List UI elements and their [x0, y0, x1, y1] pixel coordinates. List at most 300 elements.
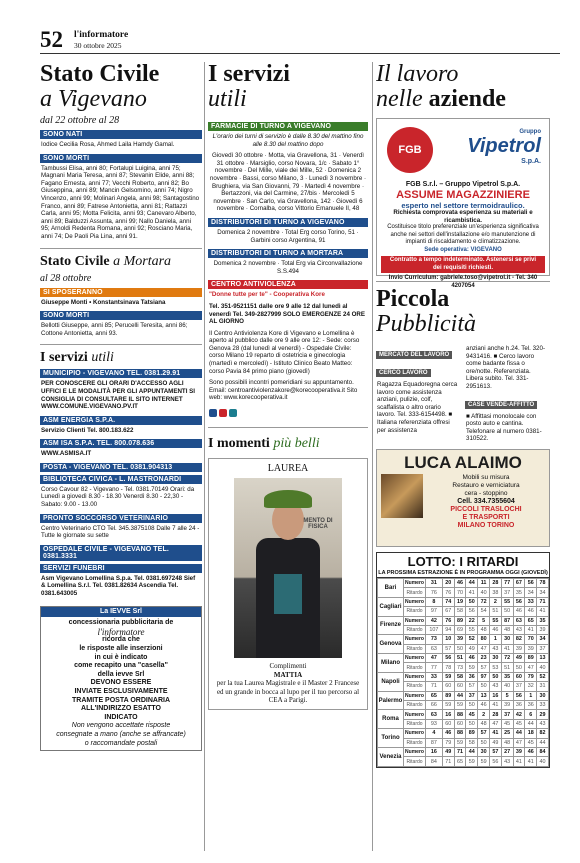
lotto-delay-cell: 50 [513, 663, 525, 672]
lotto-number-cell: 89 [454, 616, 466, 625]
lotto-number-cell: 30 [489, 654, 501, 663]
lotto-row-ritardo [378, 625, 549, 634]
divider [40, 248, 202, 249]
lotto-number-cell: 57 [478, 729, 490, 738]
bar-centro-antiviolenza: CENTRO ANTIVIOLENZA [208, 280, 368, 289]
lotto-label: Numero [405, 636, 424, 643]
lotto-row-ritardo [378, 644, 549, 653]
bar-biblioteca: BIBLIOTECA CIVICA - L. MASTRONARDI [40, 475, 202, 484]
luca-line: MILANO TORINO [457, 521, 515, 529]
lotto-row-ritardo [378, 738, 549, 747]
bar-funebri: SERVIZI FUNEBRI [40, 564, 202, 573]
lotto-delay-cell: 76 [426, 588, 443, 597]
classifieds-col-b [465, 343, 550, 445]
page-header [40, 27, 560, 54]
lotto-delay-cell: 97 [426, 607, 443, 616]
lotto-delay-cell: 57 [442, 644, 454, 653]
lotto-number-cell: 55 [501, 597, 513, 606]
lotto-number-cell: 30 [537, 691, 549, 700]
lotto-delay-cell: 46 [525, 607, 537, 616]
lotto-city: Roma [378, 710, 404, 729]
luca-phone: Cell. 334.7355604 [457, 497, 515, 505]
lotto-delay-cell: 47 [513, 738, 525, 747]
lotto-delay-cell: 59 [442, 701, 454, 710]
section-title-servizi: I servizi utili [40, 350, 114, 366]
pronto-soccorso-text: Centro Veterinario CTO Tel. 345.3875108 Dalle 7 alle 24 - Tutte le giornate su sette [41, 524, 200, 540]
lotto-delay-cell: 41 [513, 757, 525, 766]
lotto-number-cell: 79 [525, 672, 537, 681]
lotto-number-cell: 11 [478, 578, 490, 587]
asm-text: Servizio Clienti Tel. 800.183.622 [41, 426, 134, 434]
lotto-number-cell: 50 [466, 597, 478, 606]
lotto-delay-cell: 56 [489, 757, 501, 766]
lotto-delay-cell: 70 [454, 588, 466, 597]
lotto-number-cell: 76 [442, 616, 454, 625]
column-servizi-utili [208, 62, 368, 853]
lotto-delay-cell: 39 [513, 644, 525, 653]
lotto-delay-cell: 47 [525, 663, 537, 672]
lotto-number-cell: 89 [442, 691, 454, 700]
lotto-delay-cell: 107 [426, 625, 443, 634]
lotto-delay-cell: 93 [426, 719, 443, 728]
distributori-mortara-text: Domenica 2 novembre · Total Erg via Circonvallazione S.S.494 [213, 260, 363, 275]
sposi-text: Giuseppe Monti • Konstantsinava Tatsiana [41, 298, 166, 306]
lotto-number-cell: 2 [489, 597, 501, 606]
lotto-number-cell: 36 [466, 672, 478, 681]
lotto-number-cell: 72 [501, 654, 513, 663]
lotto-label: Ritardo [404, 757, 426, 766]
lotto-delay-cell: 76 [442, 588, 454, 597]
lotto-delay-cell: 40 [537, 663, 549, 672]
lotto-delay-cell: 46 [513, 607, 525, 616]
lotto-delay-cell: 63 [426, 644, 443, 653]
lotto-delay-cell: 53 [489, 663, 501, 672]
lotto-subtitle: LA PROSSIMA ESTRAZIONE È IN PROGRAMMA OGGI (GIOVEDÌ) [378, 569, 548, 576]
tag-cerco: CERCO LAVORO [376, 369, 431, 377]
laurea-caption-1: Complimenti [269, 662, 307, 671]
lotto-row-ritardo [378, 719, 549, 728]
lotto-city: Genova [378, 635, 404, 654]
lotto-delay-cell: 60 [454, 719, 466, 728]
lotto-delay-cell: 57 [478, 663, 490, 672]
ad-headline: ASSUME MAGAZZINIERE [396, 188, 530, 201]
lotto-delay-cell: 48 [478, 625, 490, 634]
lotto-delay-cell: 34 [537, 588, 549, 597]
lotto-number-cell: 70 [525, 635, 537, 644]
lotto-delay-cell: 73 [454, 663, 466, 672]
lotto-delay-cell: 60 [454, 682, 466, 691]
farmacie-intro: L'orario dei turni di servizio è dalle 8.30 del mattino fino alle 8.30 del mattino dopo [212, 133, 364, 148]
lotto-number-cell: 84 [537, 747, 549, 756]
lotto-number-cell: 89 [525, 654, 537, 663]
lotto-city: Milano [378, 654, 404, 673]
lotto-delay-cell: 59 [454, 701, 466, 710]
lotto-number-cell: 82 [537, 729, 549, 738]
lotto-label: Numero [405, 674, 424, 681]
lotto-delay-cell: 60 [442, 719, 454, 728]
lotto-row-ritardo [378, 682, 549, 691]
lotto-number-cell: 65 [426, 691, 443, 700]
lotto-number-cell: 16 [426, 747, 443, 756]
period: dal 22 ottobre al 28 [40, 115, 120, 126]
bar-nati: SONO NATI [40, 130, 202, 139]
lotto-delay-cell: 41 [489, 701, 501, 710]
lotto-label: Numero [405, 655, 424, 662]
lotto-delay-cell: 35 [513, 588, 525, 597]
lotto-number-cell: 16 [442, 710, 454, 719]
furniture-photo [381, 474, 423, 518]
linkedin-icon[interactable] [229, 409, 237, 417]
fgb-logo-icon: FGB [387, 127, 433, 173]
lotto-row-numero [378, 597, 549, 606]
lotto-delay-cell: 58 [454, 607, 466, 616]
morti-text: Tambussi Elisa, anni 80; Fortalupi Luigina, anni 75; Magnani Maria Teresa, anni 87; Stevanin Elide, anni 88; Fagano Ernesta, anni 77; Vecchi Roberto, anni 82; Bo Giuseppina, anni 89; Mancin Gelsomino, anni 74; Nigro Vincenzo, anni 99; Molinari Angela, anni 98; Santagostino Franco, anni 89; Fatrese Antonietta, anni 81; Rattazzi Carla, anni 95; Motta Felicita, anni 93; Canevaro Alberto, anni 89; Balduzzi Assunta, anni 99; Nallo Daniela, anni 95; Arnoldi Redenta Romana, anni 92; Rosciano Maria, anni 74; De Paoli Pia Lina, anni 91. [41, 164, 200, 240]
lotto-number-cell: 51 [454, 654, 466, 663]
lotto-number-cell: 41 [489, 729, 501, 738]
bar-municipio: MUNICIPIO - VIGEVANO TEL. 0381.29.91 [40, 369, 202, 378]
farmacie-list: Giovedì 30 ottobre · Motta, via Gravellona, 31 · Venerdì 31 ottobre · Marsiglio, corso Novara, 1/c · Sabato 1° novembre · Del Mille, viale dei Mille, 52 · Domenica 2 novembre · Bassi, corso Milano, 3 · Lunedì 3 novembre · Brughiera, via San Giovanni, 79 · Martedì 4 novembre · Bertazzoni, via del Carmine, 27/bis · Mercoledì 5 novembre · San Carlo, via Gravellona, 142 · Giovedì 6 novembre · Cornalba, corso Vittorio Emanuele II, 48 [209, 152, 367, 213]
lotto-delay-cell: 43 [537, 719, 549, 728]
cav-subtitle: "Donne tutte per te" - Cooperativa Kore [209, 291, 325, 299]
lotto-label: Numero [405, 580, 424, 587]
lotto-label: Numero [405, 711, 424, 718]
lotto-number-cell: 30 [501, 635, 513, 644]
ad-contract: Contratto a tempo indeterminato. Astenersi se privi dei requisiti richiesti. [381, 256, 545, 273]
lotto-label: Numero [405, 749, 424, 756]
lotto-delay-cell: 47 [489, 719, 501, 728]
lotto-delay-cell: 59 [466, 663, 478, 672]
luca-details [427, 474, 545, 530]
social-icons [208, 404, 368, 422]
lotto-number-cell: 44 [466, 578, 478, 587]
luca-line: PICCOLI TRASLOCHI [450, 505, 522, 513]
bar-mortara-morti: SONO MORTI [40, 311, 202, 320]
lotto-number-cell: 18 [525, 729, 537, 738]
lotto-delay-cell: 38 [489, 588, 501, 597]
ievve-line: INVIATE ESCLUSIVAMENTE [74, 687, 168, 695]
publication-name: l'informatore [74, 30, 129, 40]
lotto-number-cell: 56 [513, 597, 525, 606]
ad-location: Sede operativa: VIGEVANO [424, 246, 502, 253]
instagram-icon[interactable] [219, 409, 227, 417]
lotto-label: Ritardo [404, 701, 426, 710]
lotto-delay-cell: 50 [466, 701, 478, 710]
lotto-delay-cell: 50 [466, 719, 478, 728]
lotto-row-numero [378, 691, 549, 700]
lotto-number-cell: 31 [426, 578, 443, 587]
lotto-city: Palermo [378, 691, 404, 710]
ievve-line: TRAMITE POSTA ORDINARIA [72, 696, 170, 704]
photo-wall-sign: MENTO DI FISICA [303, 518, 333, 531]
ad-company: FGB S.r.l. – Gruppo Vipetrol S.p.A. [405, 181, 521, 188]
lotto-delay-cell: 43 [501, 757, 513, 766]
bar-morti: SONO MORTI [40, 154, 202, 163]
luca-name: LUCA ALAIMO [404, 452, 522, 472]
lotto-row-ritardo [378, 607, 549, 616]
lotto-row-numero [378, 654, 549, 663]
lotto-delay-cell: 71 [442, 757, 454, 766]
column-divider [372, 62, 373, 851]
lotto-number-cell: 60 [513, 672, 525, 681]
lotto-number-cell: 37 [466, 691, 478, 700]
ad-requirement: Richiesta comprovata esperienza su materiali e ricambistica. [393, 209, 533, 224]
lotto-delay-cell: 77 [426, 663, 443, 672]
ad-luca-alaimo [376, 449, 550, 547]
ievve-head: La IEVVE Srl [41, 607, 201, 618]
lotto-number-cell: 44 [454, 691, 466, 700]
lotto-row-numero [378, 578, 549, 587]
ievve-line: consegnate a mano (anche se affrancate) [56, 730, 186, 738]
lotto-delay-cell: 48 [501, 738, 513, 747]
lotto-number-cell: 46 [442, 729, 454, 738]
luca-line: cera - stoppino [464, 489, 508, 497]
lotto-number-cell: 13 [478, 691, 490, 700]
lotto-number-cell: 27 [501, 747, 513, 756]
lotto-delay-cell: 45 [525, 738, 537, 747]
lotto-delay-cell: 50 [478, 682, 490, 691]
section-title-lavoro: Il lavoro nelle aziende [376, 62, 506, 112]
lotto-number-cell: 39 [454, 635, 466, 644]
lotto-delay-cell: 33 [537, 701, 549, 710]
municipio-text: PER CONOSCERE GLI ORARI D'ACCESSO AGLI UFFICI E LE MODALITÀ PER GLI APPUNTAMENTI SI CONSIGLIA DI CONSULTARE IL SITO INTERNET WWW.COMUNE.VIGEVANO.PV.IT [41, 380, 195, 411]
lotto-number-cell: 58 [454, 672, 466, 681]
lotto-number-cell: 35 [537, 616, 549, 625]
lotto-delay-cell: 67 [442, 607, 454, 616]
lotto-number-cell: 33 [525, 597, 537, 606]
lotto-number-cell: 56 [442, 654, 454, 663]
asmisa-text: WWW.ASMISA.IT [41, 450, 92, 458]
lotto-delay-cell: 94 [442, 625, 454, 634]
ievve-line: INDICATO [104, 713, 138, 721]
lotto-delay-cell: 50 [501, 607, 513, 616]
lotto-label: Ritardo [404, 738, 426, 747]
tag-case: CASE VENDE-AFFITTO [465, 401, 537, 409]
lotto-number-cell: 45 [466, 710, 478, 719]
lotto-delay-cell: 36 [513, 701, 525, 710]
lotto-row-numero [378, 672, 549, 681]
laurea-caption-2: per la tua Laurea Magistrale e il Master 2 Francese ed un grande in bocca al lupo per il tuo percorso al CEA a Parigi. [216, 679, 360, 705]
cerco-text: Ragazza Equadoregna cerca lavoro come assistenza anziani, pulizie, colf, scaffalista o altro orario lavoro. Tel. 333-6154498. ■ Italiana referenziata offresi per assistenza [377, 381, 458, 434]
ievve-line: le risposte alle inserzioni [79, 645, 163, 652]
lotto-number-cell: 97 [478, 672, 490, 681]
lotto-number-cell: 30 [478, 747, 490, 756]
lotto-number-cell: 29 [537, 710, 549, 719]
lotto-delay-cell: 39 [537, 625, 549, 634]
lotto-number-cell: 63 [426, 710, 443, 719]
funebri-text: Asm Vigevano Lomellina S.p.a. Tel. 0381.697248 Sief & Lomellina S.r.l. Tel. 0381.82634 Ascendia Tel. 0381.643005 [41, 574, 196, 598]
lotto-number-cell: 5 [501, 691, 513, 700]
lotto-delay-cell: 48 [501, 625, 513, 634]
bar-ospedale: OSPEDALE CIVILE - VIGEVANO TEL. 0381.3331 [40, 545, 202, 561]
lotto-delay-cell: 59 [466, 757, 478, 766]
lotto-row-ritardo [378, 757, 549, 766]
lotto-delay-cell: 46 [478, 701, 490, 710]
lotto-label: Ritardo [404, 682, 426, 691]
lotto-number-cell: 74 [442, 597, 454, 606]
divider [40, 344, 202, 345]
lotto-delay-cell: 36 [525, 701, 537, 710]
bar-posta: POSTA - VIGEVANO TEL. 0381.904313 [40, 463, 202, 472]
distributori-vigevano-text: Domenica 2 novembre · Total Erg corso Torino, 51 · Garbini corso Argentina, 91 [217, 228, 359, 244]
lotto-number-cell: 56 [513, 691, 525, 700]
ievve-line: ALL'INDIRIZZO ESATTO [81, 705, 161, 713]
lotto-number-cell: 88 [454, 729, 466, 738]
luca-line: E TRASPORTI [462, 513, 510, 521]
ievve-line: DEVONO ESSERE [90, 679, 152, 687]
bar-distributori-vigevano: DISTRIBUTORI DI TURNO A VIGEVANO [208, 218, 368, 227]
lotto-number-cell: 47 [426, 654, 443, 663]
lotto-delay-cell: 40 [478, 588, 490, 597]
bar-asm: ASM ENERGIA S.P.A. [40, 416, 202, 425]
ievve-line: o raccomandate postali [84, 739, 158, 747]
lotto-number-cell: 10 [442, 635, 454, 644]
lotto-number-cell: 25 [501, 729, 513, 738]
divider [208, 427, 368, 428]
ievve-line: concessionaria pubblicitaria de [68, 619, 174, 627]
ievve-line: della ievve Srl [97, 670, 145, 678]
lotto-number-cell: 71 [537, 597, 549, 606]
cav-text: Il Centro Antiviolenza Kore di Vigevano e Lomellina è aperto al pubblico dalle ore 9 alle ore 12: - Sede: corso Genova 28 (dal lunedì al venerdì) - Ospedale Civile: corso Milano 19 reparto di ostetricia e ginecologia (martedì e mercoledì) - Istituto Clinico Beato Matteo: corso Pavia 84 primo piano (giovedì) [209, 329, 360, 375]
lotto-delay-cell: 44 [525, 719, 537, 728]
lotto-number-cell: 42 [426, 616, 443, 625]
laurel-wreath-icon [264, 490, 312, 508]
lotto-delay-cell: 34 [525, 588, 537, 597]
lotto-number-cell: 33 [426, 672, 443, 681]
lotto-delay-cell: 50 [478, 738, 490, 747]
lotto-delay-cell: 49 [466, 644, 478, 653]
lotto-delay-cell: 32 [525, 682, 537, 691]
lotto-label: Ritardo [404, 644, 426, 653]
lotto-delay-cell: 51 [489, 607, 501, 616]
lotto-number-cell: 16 [489, 691, 501, 700]
lotto-number-cell: 49 [442, 747, 454, 756]
lotto-number-cell: 72 [478, 597, 490, 606]
lotto-delay-cell: 50 [454, 644, 466, 653]
lotto-delay-cell: 43 [513, 625, 525, 634]
lotto-delay-cell: 57 [466, 682, 478, 691]
lotto-number-cell: 67 [513, 578, 525, 587]
lotto-number-cell: 49 [513, 654, 525, 663]
lotto-delay-cell: 37 [537, 644, 549, 653]
section-title-momenti: I momenti più belli [208, 436, 320, 452]
lotto-city: Napoli [378, 672, 404, 691]
lotto-table-box [376, 552, 550, 768]
bar-asmisa: ASM ISA S.P.A. TEL. 800.078.636 [40, 439, 202, 448]
lotto-label: Numero [405, 692, 424, 699]
cav-phones: Tel. 351-9521151 dalle ore 9 alle 12 dal lunedì al venerdì Tel. 349-2827999 SOLO EMERGENZE 24 ORE AL GIORNO [209, 302, 366, 326]
lotto-delay-cell: 84 [426, 757, 443, 766]
bar-distributori-mortara: DISTRIBUTORI DI TURNO A MORTARA [208, 249, 368, 258]
mortara-morti-text: Bellotti Giuseppe, anni 85; Perucelli Teresita, anni 86; Cottone Antonietta, anni 93. [41, 322, 188, 337]
lotto-label: Ritardo [404, 588, 426, 597]
cav-contacts: Sono possibili incontri pomeridiani su appuntamento. Email: centroantiviolenzakore@korecooperativa.it Sito web: www.korecooperativa.it [209, 379, 358, 402]
lotto-number-cell: 55 [489, 616, 501, 625]
section-title-stato-civile: Stato Civile a Vigevano [40, 62, 160, 112]
lotto-number-cell: 57 [489, 747, 501, 756]
bar-farmacie: FARMACIE DI TURNO A VIGEVANO [208, 122, 368, 131]
classified-b-text: anziani anche h.24. Tel. 320-9431416. ■ Cerco lavoro come badante fissa o ore/notte. Referenziata. Libera subito. Tel. 331-2951613. [466, 345, 546, 390]
biblioteca-text: Corso Cavour 82 - Vigevano - Tel. 0381.70149 Orari: da Lunedì a giovedì 8.30 - 18.30 Venerdì 8.30 - 22,30 - Sabato: 9.00 - 13.00 [41, 485, 195, 509]
laurea-box [208, 458, 368, 710]
lotto-row-numero [378, 747, 549, 756]
column-stato-civile [40, 62, 202, 853]
lotto-row-ritardo [378, 701, 549, 710]
publication-date: 30 ottobre 2025 [74, 41, 122, 50]
tag-mercato: MERCATO DEL LAVORO [376, 351, 452, 359]
lotto-number-cell: 87 [501, 616, 513, 625]
section-title-servizi-utili: I servizi utili [208, 62, 290, 112]
lotto-delay-cell: 59 [454, 738, 466, 747]
lotto-number-cell: 52 [466, 635, 478, 644]
lotto-city: Cagliari [378, 597, 404, 616]
luca-line: Restauro e verniciatura [452, 481, 520, 489]
lotto-delay-cell: 31 [537, 682, 549, 691]
lotto-city: Bari [378, 578, 404, 597]
lotto-label: Numero [405, 598, 424, 605]
job-ad-text [381, 181, 545, 290]
ad-contact: Invio Curriculum: gabriele.toso@vipetrol.it - Tel. 340 4207054 [388, 275, 538, 289]
lotto-row-numero [378, 710, 549, 719]
lotto-number-cell: 44 [466, 747, 478, 756]
lotto-table [377, 578, 549, 767]
lotto-number-cell: 37 [501, 710, 513, 719]
lotto-delay-cell: 51 [501, 663, 513, 672]
lotto-number-cell: 78 [537, 578, 549, 587]
lotto-delay-cell: 43 [489, 682, 501, 691]
facebook-icon[interactable] [209, 409, 217, 417]
lotto-delay-cell: 55 [466, 625, 478, 634]
lotto-label: Ritardo [404, 607, 426, 616]
lotto-delay-cell: 79 [442, 738, 454, 747]
lotto-number-cell: 28 [489, 578, 501, 587]
lotto-delay-cell: 56 [466, 607, 478, 616]
lotto-delay-cell: 49 [489, 738, 501, 747]
section-title-mortara: Stato Civile a Mortara [40, 253, 172, 269]
lotto-label: Numero [405, 617, 424, 624]
lotto-number-cell: 82 [513, 635, 525, 644]
lotto-delay-cell: 40 [537, 757, 549, 766]
luca-line: Mobili su misura [462, 473, 510, 481]
ievve-line: l'informatore [97, 626, 145, 637]
lotto-number-cell: 46 [454, 578, 466, 587]
lotto-delay-cell: 43 [489, 644, 501, 653]
lotto-delay-cell: 65 [454, 757, 466, 766]
photo-thesis [274, 574, 302, 614]
lotto-number-cell: 50 [489, 672, 501, 681]
lotto-delay-cell: 41 [537, 607, 549, 616]
lotto-delay-cell: 39 [501, 701, 513, 710]
lotto-delay-cell: 58 [466, 738, 478, 747]
classifieds [376, 343, 550, 445]
laurea-heading: LAUREA [267, 463, 309, 475]
lotto-number-cell: 13 [537, 654, 549, 663]
bar-pronto-soccorso: PRONTO SOCCORSO VETERINARIO [40, 514, 202, 523]
lotto-delay-cell: 59 [478, 757, 490, 766]
lotto-delay-cell: 46 [489, 625, 501, 634]
lotto-delay-cell: 39 [525, 644, 537, 653]
lotto-label: Ritardo [404, 663, 426, 672]
lotto-delay-cell: 41 [525, 625, 537, 634]
lotto-delay-cell: 41 [466, 588, 478, 597]
lotto-label: Numero [405, 730, 424, 737]
lotto-delay-cell: 41 [501, 644, 513, 653]
lotto-delay-cell: 37 [513, 682, 525, 691]
lotto-number-cell: 46 [466, 654, 478, 663]
graduation-photo [234, 478, 342, 658]
ievve-line: Non vengono accettate risposte [71, 722, 171, 730]
lotto-row-ritardo [378, 588, 549, 597]
lotto-number-cell: 4 [426, 729, 443, 738]
